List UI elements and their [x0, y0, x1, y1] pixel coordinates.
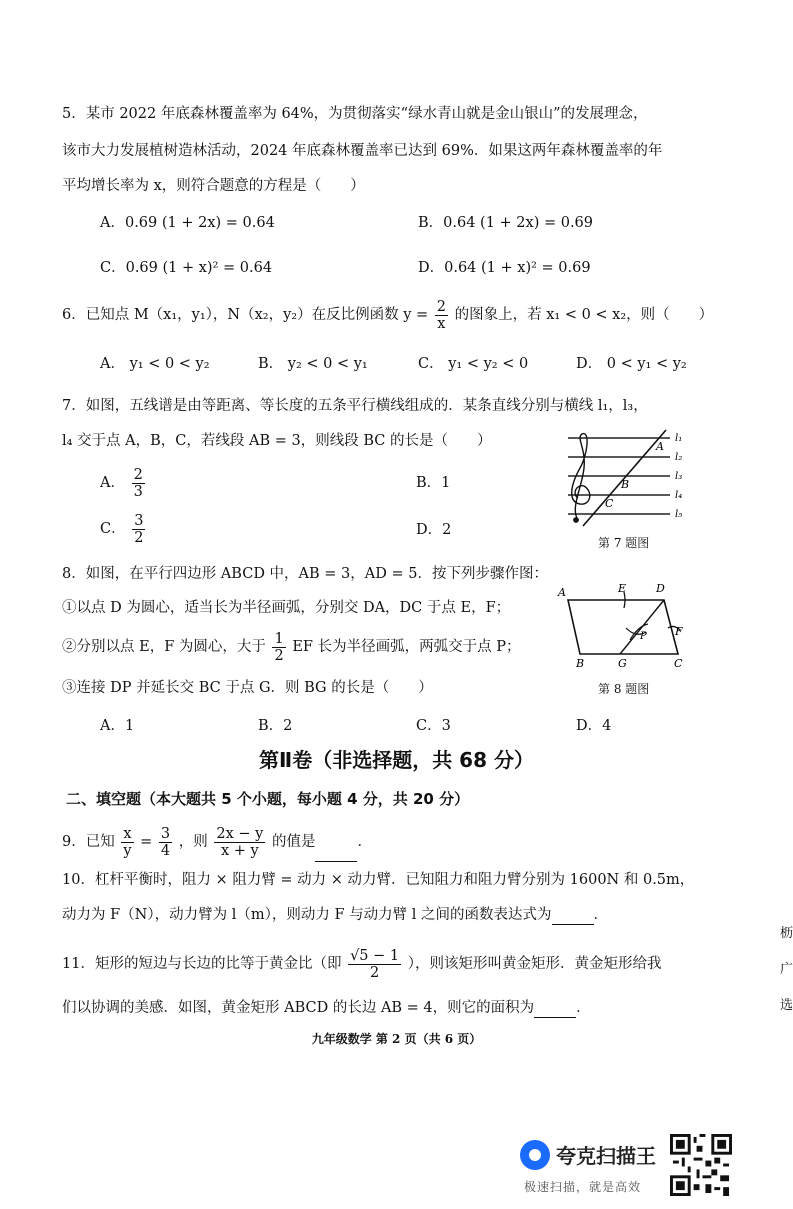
q11-post: ），则该矩形叫黄金矩形．黄金矩形给我: [407, 956, 662, 972]
q6-option-a: A． y₁ < 0 < y₂: [100, 356, 210, 372]
fig7-label-l2: l₂: [675, 452, 683, 463]
q9-f1-den: y: [123, 842, 132, 859]
q7-c-den: 2: [134, 529, 144, 546]
q11-line2: 们以协调的美感．如图，黄金矩形 ABCD 的长边 AB = 4，则它的面积为 ．: [62, 1000, 591, 1016]
q5-option-a: A．0.69 (1 + 2x) = 0.64: [100, 215, 275, 231]
edge-char-2: 广: [780, 962, 793, 977]
q8-option-a: A．1: [100, 718, 135, 734]
q8-line1: 8．如图，在平行四边形 ABCD 中，AB = 3，AD = 5．按下列步骤作图：: [62, 566, 548, 582]
q11-golden-ratio: [348, 948, 401, 981]
q10-answer-blank: [552, 910, 594, 925]
q7-c-num: 3: [134, 512, 144, 529]
fill-blank-section-heading: 二、填空题（本大题共 5 个小题，每小题 4 分，共 20 分）: [66, 790, 470, 808]
q10-line2-text: 动力为 F（N），动力臂为 l（m），则动力 F 与动力臂 l 之间的函数表达式为: [62, 907, 552, 923]
q6-stem-post: 的图象上，若 x₁ < 0 < x₂，则（ ）: [454, 307, 714, 323]
treble-clef-icon: [572, 434, 590, 523]
edge-char-1: 枥: [780, 926, 793, 941]
q9-f3-num: 2x − y: [216, 825, 264, 842]
fig7-label-l4: l₄: [675, 490, 683, 501]
fig8-label-d: D: [656, 582, 665, 595]
q8-option-b: B．2: [258, 718, 293, 734]
q6-stem-pre: 6．已知点 M（x₁，y₁），N（x₂，y₂）在反比例函数 y =: [62, 307, 429, 323]
q7-a-num: 2: [133, 466, 143, 483]
q8-caption: 第 8 题图: [598, 682, 650, 696]
q9-answer-blank: [315, 847, 357, 862]
q7-option-a: [100, 466, 147, 500]
parallelogram-abcd: [568, 600, 678, 654]
q7-line2: l₄ 交于点 A，B，C，若线段 AB = 3，则线段 BC 的长是（ ）: [62, 433, 492, 449]
q11-frac-num: √5 − 1: [350, 947, 400, 964]
q11-line2-text: 们以协调的美感．如图，黄金矩形 ABCD 的长边 AB = 4，则它的面积为: [62, 1000, 535, 1016]
q5-option-b: B．0.64 (1 + 2x) = 0.69: [418, 215, 594, 231]
q7-option-b: B．1: [416, 475, 451, 491]
q7-figure: [558, 428, 688, 528]
q9-f2-num: 3: [160, 825, 171, 842]
fig8-label-g: G: [618, 657, 627, 670]
q9-mid: =: [140, 834, 153, 850]
q5-line2: 该市大力发展植树造林活动，2024 年底森林覆盖率已达到 69%．如果这两年森林覆盖率的年: [62, 143, 663, 159]
q5-line1: 5．某市 2022 年底森林覆盖率为 64%，为贯彻落实“绿水青山就是金山银山”的发展理念，: [62, 106, 648, 122]
q11-line1: [62, 944, 661, 984]
fig7-label-a: A: [656, 440, 664, 453]
q5-option-d: D．0.64 (1 + x)² = 0.69: [418, 260, 591, 276]
q5-line3: 平均增长率为 x，则符合题意的方程是（ ）: [62, 178, 365, 194]
fig7-label-l1: l₁: [675, 433, 683, 444]
q9-f3-den: x + y: [220, 842, 259, 859]
q8-line3-pre: ②分别以点 E，F 为圆心，大于: [62, 639, 266, 655]
q6-stem: [62, 298, 713, 332]
q7-option-d: D．2: [416, 522, 452, 538]
fig7-label-l5: l₅: [675, 509, 683, 520]
q6-frac-den: x: [437, 315, 446, 332]
fig8-label-p: P: [640, 631, 647, 642]
q6-option-c: C． y₁ < y₂ < 0: [418, 356, 529, 372]
fig7-label-b: B: [621, 478, 630, 491]
q8-frac-num: 1: [274, 630, 284, 647]
q7-line1: 7．如图，五线谱是由等距离、等长度的五条平行横线组成的．某条直线分别与横线 l₁，l₃，: [62, 398, 648, 414]
q9-fraction-xy: [121, 826, 133, 859]
q8-line4: ③连接 DP 并延长交 BC 于点 G．则 BG 的长是（ ）: [62, 680, 433, 696]
edge-char-3: 选: [780, 998, 793, 1013]
section-title: 第Ⅱ卷（非选择题，共 68 分）: [259, 748, 534, 772]
q8-figure: [556, 578, 691, 672]
q9-stem: 9．已知 $\frac{x}{y}$ = $\frac{3}{4}$ ，则 $\frac{2x - y}{x + y}$ 的值是 ．: [62, 822, 372, 862]
fig8-label-e: E: [618, 582, 627, 595]
q8-line2: ①以点 D 为圆心，适当长为半径画弧，分别交 DA，DC 于点 E，F；: [62, 600, 511, 616]
scanner-name: 夸克扫描王: [556, 1144, 656, 1168]
q9-mid2: ，则: [178, 834, 208, 850]
scanner-watermark: [520, 1136, 740, 1196]
q9-f1-num: x: [121, 826, 133, 843]
fig8-label-b: B: [576, 657, 585, 670]
q11-answer-blank: [534, 1003, 576, 1018]
q7-option-a-fraction: [132, 467, 145, 500]
q10-line2: 动力为 F（N），动力臂为 l（m），则动力 F 与动力臂 l 之间的函数表达式为 ．: [62, 907, 608, 923]
q11-frac-den: 2: [369, 964, 380, 981]
q7-caption: 第 7 题图: [598, 536, 650, 550]
fig8-label-f: F: [675, 625, 683, 638]
q10-line1: 10．杠杆平衡时，阻力 × 阻力臂 = 动力 × 动力臂．已知阻力和阻力臂分别为 1600N 和 0.5m，: [62, 872, 695, 888]
fig8-label-c: C: [674, 657, 683, 670]
q6-frac-num: 2: [436, 298, 447, 315]
q8-line3-post: EF 长为半径画弧，两弧交于点 P；: [292, 639, 521, 655]
quark-logo-icon: [520, 1140, 550, 1170]
qr-code-icon: [670, 1134, 732, 1196]
q9-f2-den: 4: [160, 842, 171, 859]
scanner-slogan: 极速扫描，就是高效: [524, 1180, 642, 1194]
q7-option-c-fraction: [132, 513, 145, 546]
q7-option-c: [100, 512, 147, 546]
fig7-label-c: C: [605, 497, 614, 510]
q7-a-den: 3: [133, 483, 143, 500]
q6-option-d: D． 0 < y₁ < y₂: [576, 356, 687, 372]
q6-fraction: [435, 299, 448, 332]
q8-option-c: C．3: [416, 718, 451, 734]
q8-option-d: D．4: [576, 718, 612, 734]
q8-line3: [62, 630, 520, 664]
q11-pre: 11．矩形的短边与长边的比等于黄金比（即: [62, 956, 342, 972]
q9-post: 的值是: [271, 834, 316, 850]
q5-option-c: C．0.69 (1 + x)² = 0.64: [100, 260, 273, 276]
q8-frac-den: 2: [274, 647, 284, 664]
q9-fraction-34: [159, 826, 172, 859]
q6-option-b: B． y₂ < 0 < y₁: [258, 356, 368, 372]
q9-fraction-expr: [214, 826, 265, 859]
fig8-label-a: A: [558, 586, 566, 599]
q9-pre: 9．已知: [62, 834, 115, 850]
q7-option-c-label: C．: [100, 521, 126, 537]
q8-line3-fraction: [272, 631, 285, 664]
fig7-label-l3: l₃: [675, 471, 683, 482]
q7-option-a-label: A．: [100, 475, 125, 491]
page-footer: 九年级数学 第 2 页（共 6 页）: [311, 1032, 482, 1046]
